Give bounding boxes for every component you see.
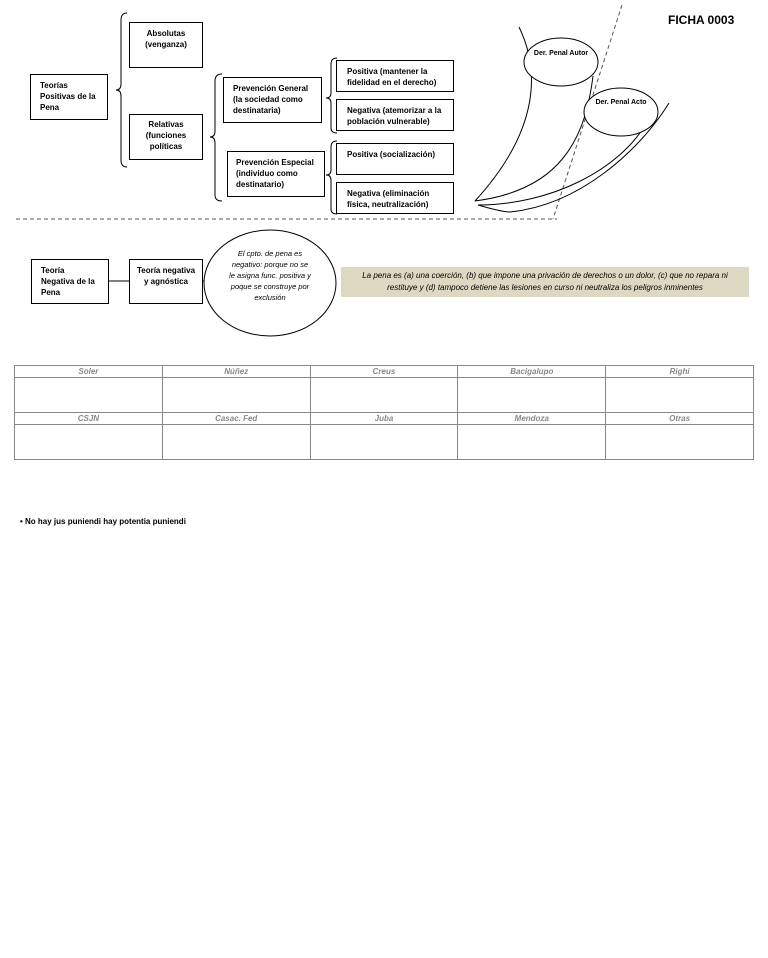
agnostica-box: Teoría negativa y agnóstica (129, 259, 203, 304)
author-notes-cell[interactable] (15, 378, 163, 413)
author-cell: Soler (15, 366, 163, 378)
bullet-note: • No hay jus puniendi hay potentia puniendi (20, 517, 186, 526)
pg-positiva-box: Positiva (mantener la fidelidad en el derecho) (336, 60, 454, 92)
der-penal-acto-label: Der. Penal Acto (595, 99, 647, 106)
negative-concept-text: El cpto. de pena es negativo: porque no se le asigna func. positiva y poque se construye por exclusión (229, 249, 311, 302)
author-notes-cell[interactable] (458, 425, 606, 460)
author-notes-cell[interactable] (310, 425, 458, 460)
author-notes-cell[interactable] (606, 425, 754, 460)
absolutas-box: Absolutas (venganza) (129, 22, 203, 68)
author-cell: Otras (606, 413, 754, 425)
author-notes-cell[interactable] (15, 425, 163, 460)
author-cell: CSJN (15, 413, 163, 425)
ficha-number: FICHA 0003 (668, 13, 735, 27)
author-cell: Mendoza (458, 413, 606, 425)
author-cell: Juba (310, 413, 458, 425)
author-notes-cell[interactable] (310, 378, 458, 413)
negative-theory-box: Teoría Negativa de la Pena (31, 259, 109, 304)
positive-theories-box: Teorías Positivas de la Pena (30, 74, 108, 120)
author-cell: Núñez (162, 366, 310, 378)
author-notes-cell[interactable] (606, 378, 754, 413)
authors-table (14, 365, 754, 460)
pg-negativa-box: Negativa (atemorizar a la población vulnerable) (336, 99, 454, 131)
author-cell: Righi (606, 366, 754, 378)
pe-positiva-box: Positiva (socialización) (336, 143, 454, 175)
prevencion-especial-box: Prevención Especial (individuo como destinatario) (227, 151, 325, 197)
relativas-box: Relativas (funciones políticas (129, 114, 203, 160)
prevencion-general-box: Prevención General (la sociedad como destinataria) (223, 77, 322, 123)
author-cell: Creus (310, 366, 458, 378)
author-cell: Casac. Fed (162, 413, 310, 425)
der-penal-autor-label: Der. Penal Autor (533, 50, 589, 57)
author-cell: Bacigalupo (458, 366, 606, 378)
author-notes-cell[interactable] (458, 378, 606, 413)
author-notes-cell[interactable] (162, 378, 310, 413)
author-notes-cell[interactable] (162, 425, 310, 460)
pe-negativa-box: Negativa (eliminación física, neutralización) (336, 182, 454, 214)
pena-definition: La pena es (a) una coerción, (b) que impone una privación de derechos o un dolor, (c) que no repara ni restituye y (d) tampoco detiene las lesiones en curso ni neutraliza los peligros inminentes (341, 267, 749, 297)
